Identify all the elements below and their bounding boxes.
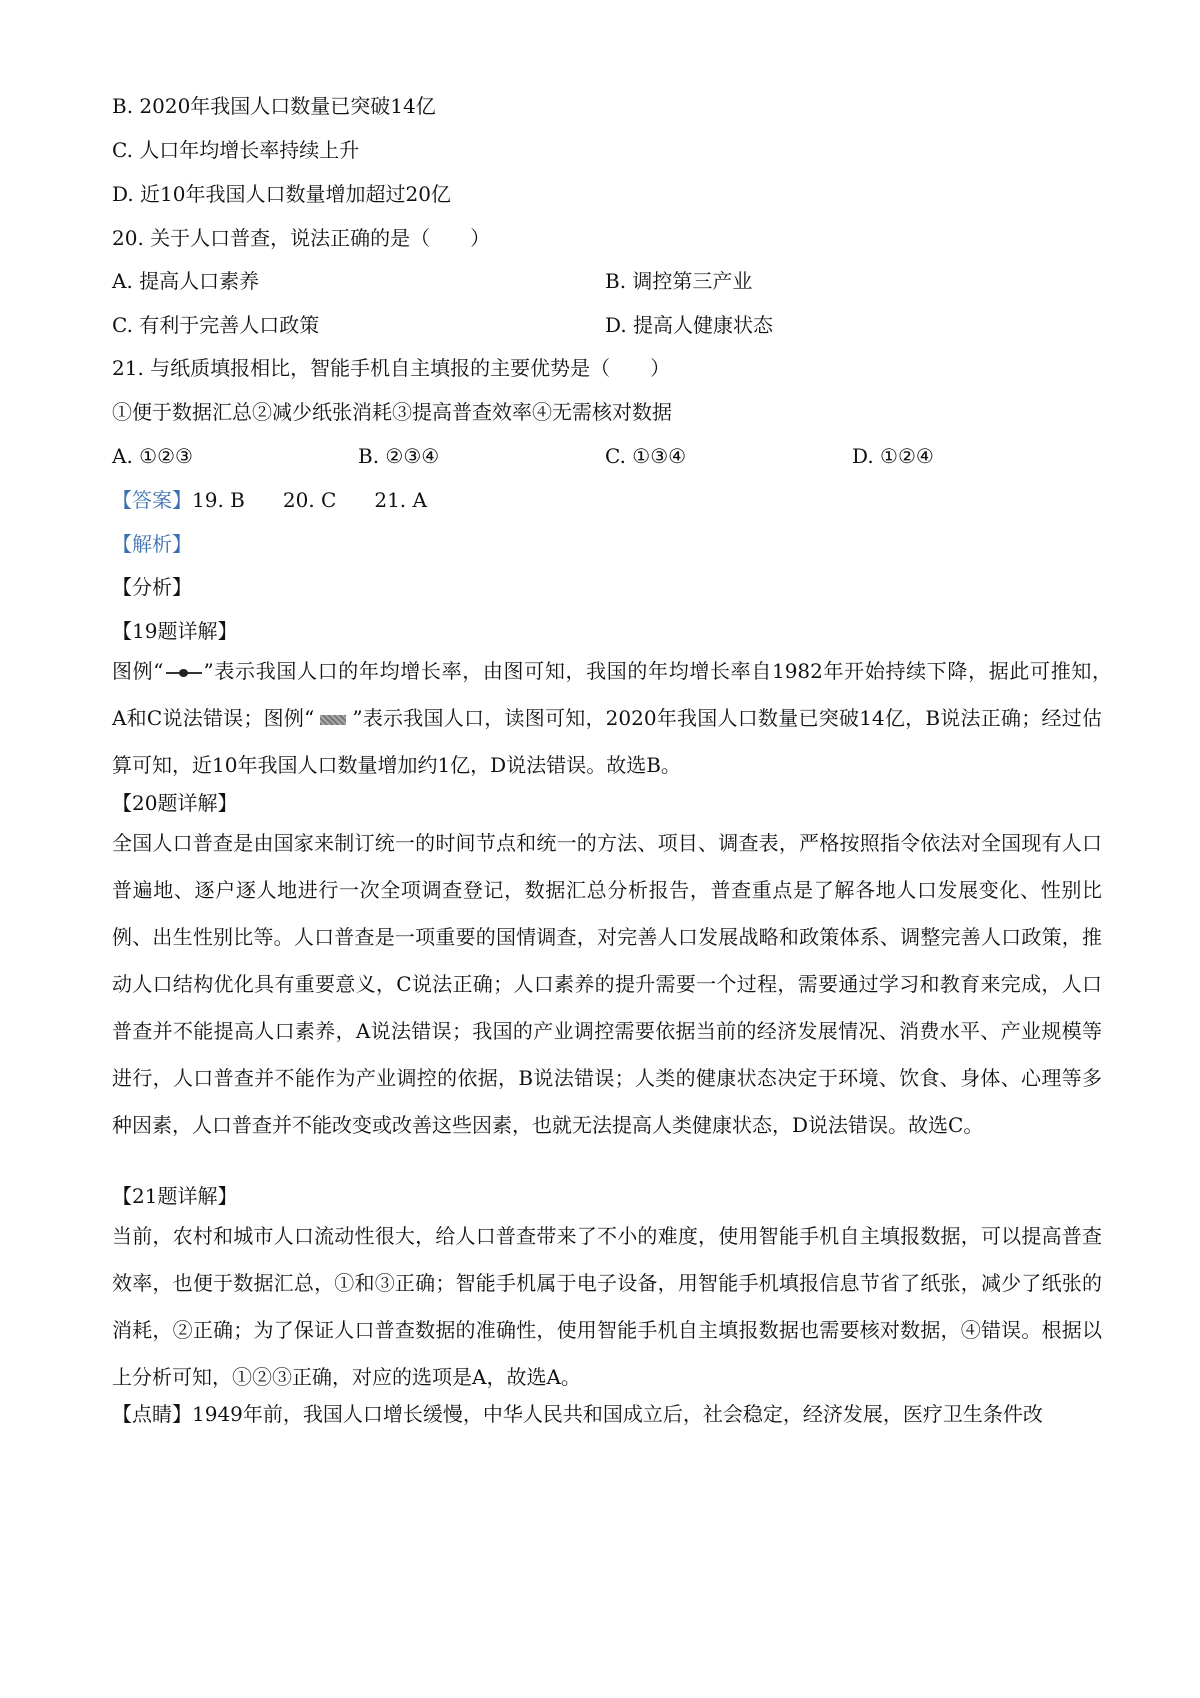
answer-line bbox=[112, 486, 427, 514]
answer-label: 【答案】 bbox=[112, 488, 192, 512]
fenxi-label: 【分析】 bbox=[112, 575, 192, 599]
detail19-text-2: ”表示我国人口的年均增长率，由图可知，我国的年均增长率自1982年开始持续下降，据此可推知， A和C说法错误；图例“ bbox=[112, 659, 1122, 730]
q21-statements: ①便于数据汇总②减少纸张消耗③提高普查效率④无需核对数据 bbox=[112, 400, 672, 424]
detail20-title: 【20题详解】 bbox=[112, 791, 238, 815]
q19-option-b: B. 2020年我国人口数量已突破14亿 bbox=[112, 94, 436, 118]
q21-option-a: A. ①②③ bbox=[112, 444, 193, 468]
detail19-text-1: 图例“ bbox=[112, 659, 164, 683]
q20-option-a: A. 提高人口素养 bbox=[112, 269, 260, 293]
q20-option-d: D. 提高人健康状态 bbox=[605, 313, 774, 337]
detail21-paragraph: 当前，农村和城市人口流动性很大，给人口普查带来了不小的难度，使用智能手机自主填报数据，可以提高普查效率，也便于数据汇总，①和③正确；智能手机属于电子设备，用智能手机填报信息节省了纸张，减少了纸张的消耗，②正确；为了保证人口普查数据的准确性，使用智能手机自主填报数据也需要核对数据，④错误。根据以上分析可知，①②③正确，对应的选项是A，故选A。 bbox=[112, 1224, 1102, 1389]
detail21-title: 【21题详解】 bbox=[112, 1184, 238, 1208]
analysis-label: 【解析】 bbox=[112, 532, 192, 556]
dianjing-line bbox=[112, 1400, 1043, 1428]
legend-bar-icon bbox=[320, 715, 346, 725]
detail20-paragraph: 全国人口普查是由国家来制订统一的时间节点和统一的方法、项目、调查表，严格按照指令依法对全国现有人口普遍地、逐户逐人地进行一次全项调查登记，数据汇总分析报告，普查重点是了解各地人口发展变化、性别比例、出生性别比等。人口普查是一项重要的国情调查，对完善人口发展战略和政策体系、调整完善人口政策，推动人口结构优化具有重要意义，C说法正确；人口素养的提升需要一个过程，需要通过学习和教育来完成，人口普查并不能提高人口素养，A说法错误；我国的产业调控需要依据当前的经济发展情况、消费水平、产业规模等进行，人口普查并不能作为产业调控的依据，B说法错误；人类的健康状态决定于环境、饮食、身体、心理等多种因素，人口普查并不能改变或改善这些因素，也就无法提高人类健康状态，D说法错误。故选C。 bbox=[112, 831, 1102, 1137]
q20-option-b: B. 调控第三产业 bbox=[605, 269, 753, 293]
detail19-title: 【19题详解】 bbox=[112, 619, 238, 643]
detail19-text-3: ”表示我国人口，读图可知，2020年我国人口数量已突破14亿，B说法正确；经过估算可知，近10年我国人口数量增加约1亿，D说法错误。故选B。 bbox=[112, 706, 1102, 777]
detail19-paragraph bbox=[112, 648, 1122, 789]
q21-option-d: D. ①②④ bbox=[852, 444, 934, 468]
q20-option-c: C. 有利于完善人口政策 bbox=[112, 313, 320, 337]
q21-stem: 21. 与纸质填报相比，智能手机自主填报的主要优势是（ ） bbox=[112, 356, 671, 380]
q20-stem: 20. 关于人口普查，说法正确的是（ ） bbox=[112, 226, 491, 250]
dianjing-label: 【点睛】 bbox=[112, 1402, 192, 1426]
q21-option-c: C. ①③④ bbox=[605, 444, 687, 468]
answer-21: 21. A bbox=[374, 488, 427, 512]
q21-option-b: B. ②③④ bbox=[358, 444, 440, 468]
answer-19: 19. B bbox=[192, 488, 245, 512]
dianjing-text: 1949年前，我国人口增长缓慢，中华人民共和国成立后，社会稳定，经济发展，医疗卫生条件改 bbox=[192, 1402, 1043, 1426]
q19-option-c: C. 人口年均增长率持续上升 bbox=[112, 138, 360, 162]
answer-20: 20. C bbox=[282, 488, 337, 512]
q19-option-d: D. 近10年我国人口数量增加超过20亿 bbox=[112, 182, 451, 206]
legend-line-dot-icon bbox=[164, 667, 204, 679]
